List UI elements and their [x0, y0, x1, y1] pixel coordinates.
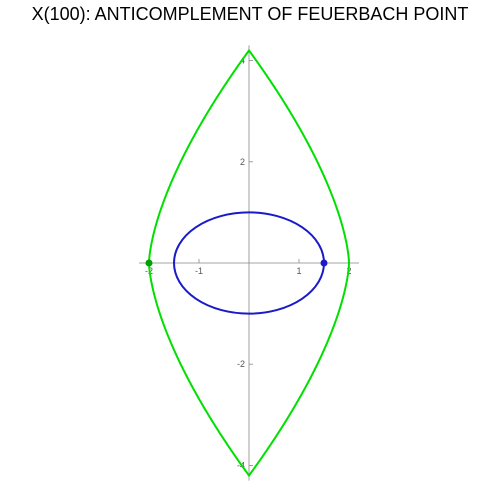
- green-point-marker: [146, 260, 153, 267]
- x-tick-label: 2: [346, 266, 352, 276]
- blue-point-marker: [321, 260, 328, 267]
- x-tick-label: -1: [194, 266, 204, 276]
- y-tick-label: 4: [239, 55, 245, 66]
- chart-title: X(100): ANTICOMPLEMENT OF FEUERBACH POINT: [31, 4, 469, 24]
- y-tick-label: 2: [239, 156, 245, 167]
- x-tick-label: 1: [296, 266, 302, 276]
- y-tick-label: -4: [236, 460, 245, 471]
- x-tick-label: -2: [144, 266, 154, 276]
- y-tick-label: -2: [236, 359, 245, 370]
